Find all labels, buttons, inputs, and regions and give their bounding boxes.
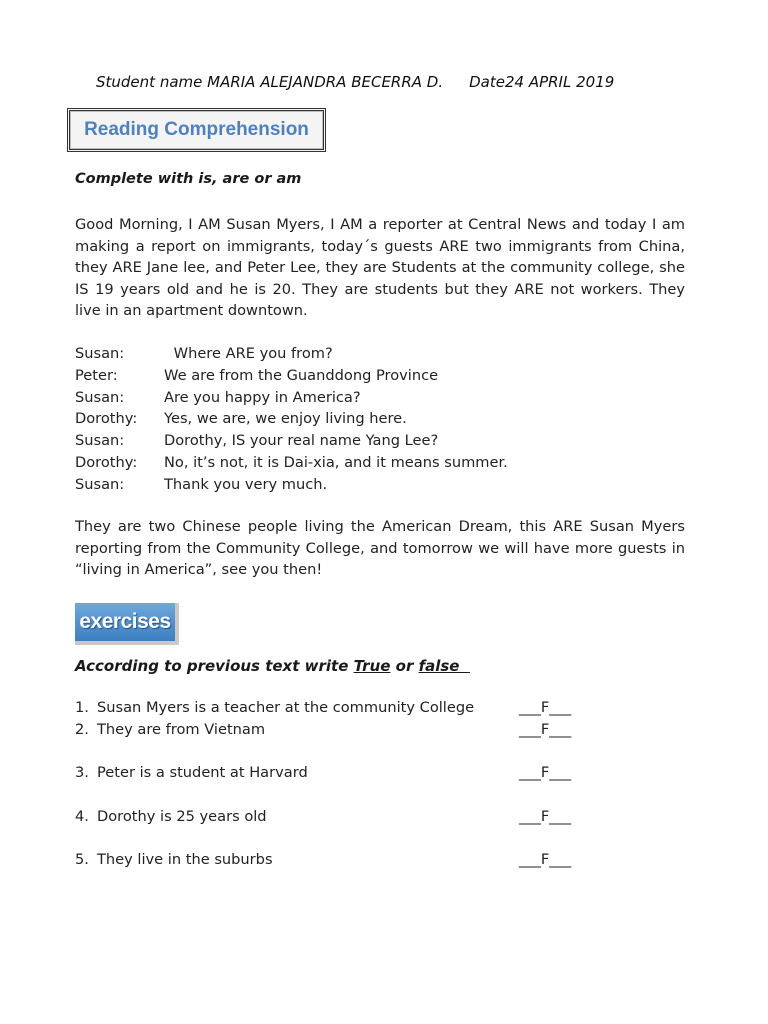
dialog-line <box>75 408 508 430</box>
dialog-line <box>75 430 508 452</box>
exercises-label: exercises <box>79 610 171 633</box>
question-text: They live in the suburbs <box>97 851 273 868</box>
question-text: They are from Vietnam <box>97 721 266 738</box>
dialog-line <box>75 452 508 474</box>
question-text: Susan Myers is a teacher at the community College <box>97 699 475 716</box>
speaker: Peter: <box>75 366 118 384</box>
section-title-box <box>67 108 326 152</box>
question-text: Peter is a student at Harvard <box>97 764 308 781</box>
dialog-line <box>75 387 508 409</box>
speaker: Dorothy: <box>75 453 138 471</box>
reading-paragraph-2: They are two Chinese people living the American Dream, this ARE Susan Myers reporting from the Community College, and tomorrow we will have more guests in “living in America”, see you then! <box>75 518 685 578</box>
utterance: Are you happy in America? <box>164 388 361 406</box>
question-number: 1. <box>75 699 89 716</box>
question-1 <box>75 699 474 716</box>
task-middle: or <box>390 657 419 675</box>
utterance: Yes, we are, we enjoy living here. <box>164 410 407 428</box>
student-name: Student name MARIA ALEJANDRA BECERRA D. <box>96 73 444 91</box>
question-2 <box>75 721 265 738</box>
utterance: We are from the Guanddong Province <box>164 366 439 384</box>
utterance: No, it’s not, it is Dai-xia, and it means summer. <box>164 453 508 471</box>
question-number: 5. <box>75 851 89 868</box>
utterance: Thank you very much. <box>164 475 328 493</box>
dialog <box>75 343 508 496</box>
instruction: Complete with is, are or am <box>75 171 302 187</box>
speaker: Susan: <box>75 475 125 493</box>
utterance: Dorothy, IS your real name Yang Lee? <box>164 432 439 450</box>
task-prefix: According to previous text write <box>75 657 354 675</box>
task-true-word: True <box>353 657 391 675</box>
speaker: Susan: <box>75 345 125 362</box>
dialog-line <box>75 365 508 387</box>
worksheet-header <box>96 73 614 91</box>
speaker: Dorothy: <box>75 410 138 428</box>
answer-4: ___F___ <box>519 808 572 825</box>
speaker: Susan: <box>75 388 125 406</box>
section-title: Reading Comprehension <box>84 119 309 140</box>
question-5 <box>75 851 273 868</box>
exercise-instruction <box>75 657 470 675</box>
speaker: Susan: <box>75 432 125 450</box>
question-3 <box>75 764 308 781</box>
reading-paragraph-1: Good Morning, I AM Susan Myers, I AM a reporter at Central News and today I am making a report on immigrants, today´s guests ARE two immigrants from China, they ARE Jane lee, and Peter Lee, they are Students at the community college, she IS 19 years old and he is 20. They are students but they ARE not workers. They live in an apartment downtown. <box>75 216 685 319</box>
dialog-line <box>75 343 508 365</box>
question-4 <box>75 808 267 825</box>
answer-1: ___F___ <box>519 699 572 716</box>
task-false-word: false <box>418 657 470 675</box>
answer-2: ___F___ <box>519 721 572 738</box>
question-text: Dorothy is 25 years old <box>97 808 267 825</box>
question-number: 4. <box>75 808 89 825</box>
answer-3: ___F___ <box>519 764 572 781</box>
date: Date24 APRIL 2019 <box>469 73 615 91</box>
utterance: Where ARE you from? <box>169 345 333 362</box>
dialog-line <box>75 474 508 496</box>
question-number: 2. <box>75 721 89 738</box>
answer-5: ___F___ <box>519 851 572 868</box>
question-number: 3. <box>75 764 89 781</box>
exercises-badge <box>75 603 179 645</box>
